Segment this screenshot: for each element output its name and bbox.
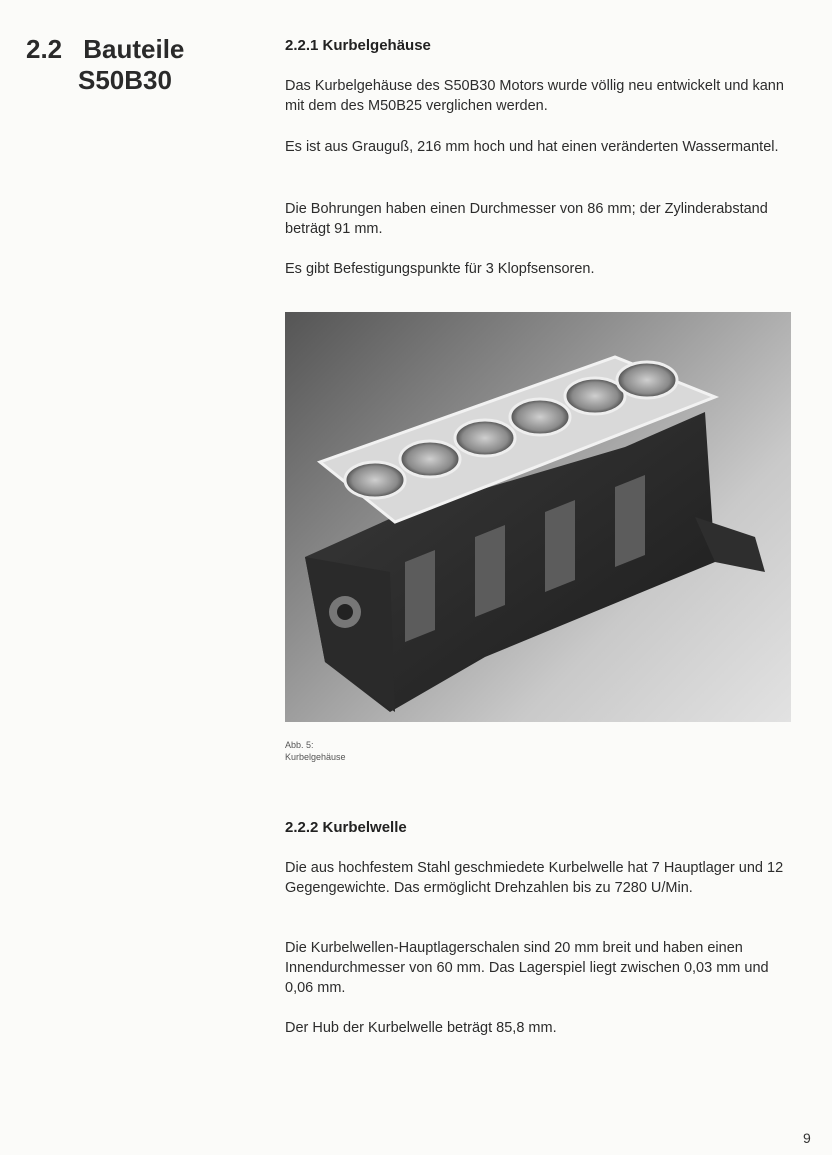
paragraph: Es gibt Befestigungspunkte für 3 Klopfsensoren. — [285, 261, 595, 277]
paragraph: Die Bohrungen haben einen Durchmesser von 86 mm; der Zylinderabstand beträgt 91 mm. — [285, 201, 768, 237]
page-number: 9 — [803, 1130, 811, 1146]
section-title-line2: S50B30 — [78, 65, 172, 95]
paragraph: Es ist aus Grauguß, 216 mm hoch und hat einen veränderten Wassermantel. — [285, 139, 779, 155]
section-title-line1: Bauteile — [83, 34, 185, 64]
paragraph: Die Kurbelwellen-Hauptlagerschalen sind 20 mm breit und haben einen Innendurchmesser von 60 mm. Das Lagerspiel liegt zwischen 0,03 mm und 0,06 mm. — [285, 940, 769, 996]
section-number: 2.2 — [26, 34, 63, 64]
subsection-title-kurbelgehaeuse: 2.2.1 Kurbelgehäuse — [285, 37, 431, 54]
figure-caption — [285, 739, 346, 763]
engine-block-photo — [285, 312, 791, 722]
figure-caption-text: Kurbelgehäuse — [285, 752, 346, 762]
paragraph: Die aus hochfestem Stahl geschmiedete Kurbelwelle hat 7 Hauptlager und 12 Gegengewichte. Das ermöglicht Drehzahlen bis zu 7280 U/Min. — [285, 860, 784, 896]
paragraph: Der Hub der Kurbelwelle beträgt 85,8 mm. — [285, 1020, 557, 1036]
paragraph: Das Kurbelgehäuse des S50B30 Motors wurde völlig neu entwickelt und kann mit dem des M50B25 verglichen werden. — [285, 78, 784, 114]
section-heading — [26, 34, 226, 96]
figure-caption-label: Abb. 5: — [285, 740, 314, 750]
subsection-title-kurbelwelle: 2.2.2 Kurbelwelle — [285, 819, 407, 836]
